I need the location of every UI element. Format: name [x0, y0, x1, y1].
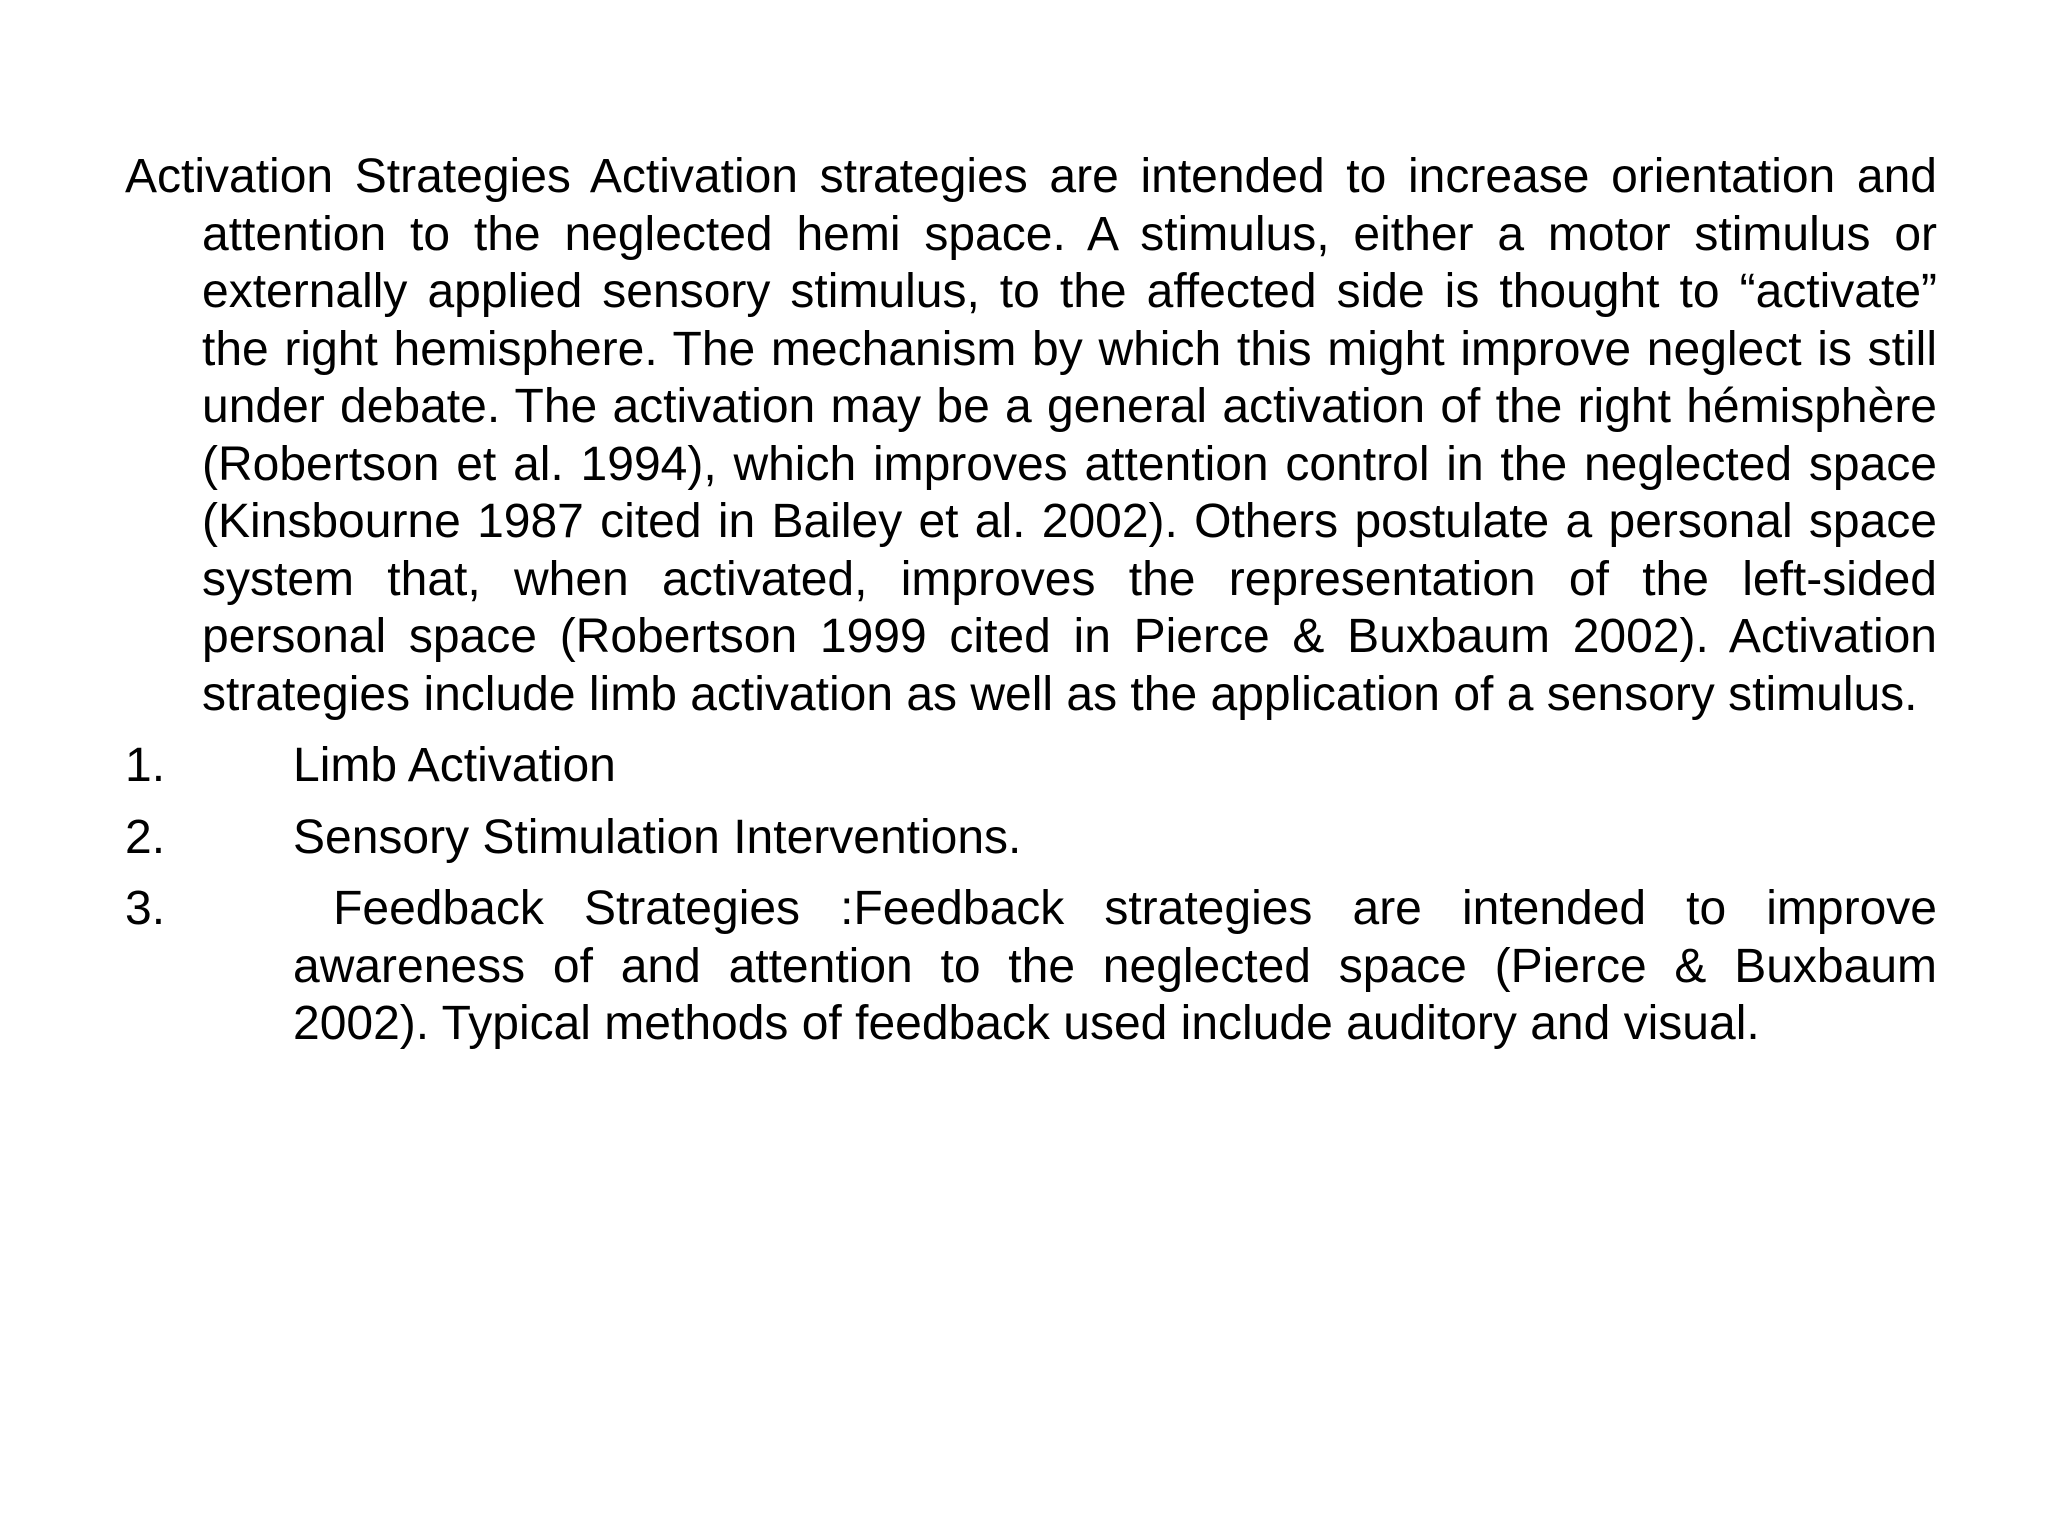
- list-item-text: Limb Activation: [293, 739, 616, 792]
- list-item-number: 3.: [125, 882, 166, 935]
- list-item: [125, 880, 1937, 1053]
- activation-strategies-paragraph: Activation Strategies Activation strategies are intended to increase orientation and attention to the neglected hemi space. A stimulus, either a motor stimulus or externally applied sensory stimulus, to the affected side is thought to “activate” the right hemisphere. The mechanism by which this might improve neglect is still under debate. The activation may be a general activation of the right hémisphère (Robertson et al. 1994), which improves attention control in the neglected space (Kinsbourne 1987 cited in Bailey et al. 2002). Others postulate a personal space system that, when activated, improves the representation of the left-sided personal space (Robertson 1999 cited in Pierce & Buxbaum 2002). Activation strategies include limb activation as well as the application of a sensory stimulus.: [125, 150, 1937, 721]
- list-item-text: Feedback Strategies :Feedback strategies are intended to improve awareness of and attention to the neglected space (Pierce & Buxbaum 2002). Typical methods of feedback used include auditory and visual.: [293, 882, 1938, 1050]
- strategies-list: [125, 737, 1937, 1053]
- list-item-number: 1.: [125, 739, 166, 792]
- list-item: [125, 737, 1937, 795]
- list-item-number: 2.: [125, 810, 166, 864]
- list-item: [125, 809, 1937, 867]
- slide-content: [125, 148, 1937, 1053]
- list-item-text: Sensory Stimulation Interventions.: [293, 810, 1022, 864]
